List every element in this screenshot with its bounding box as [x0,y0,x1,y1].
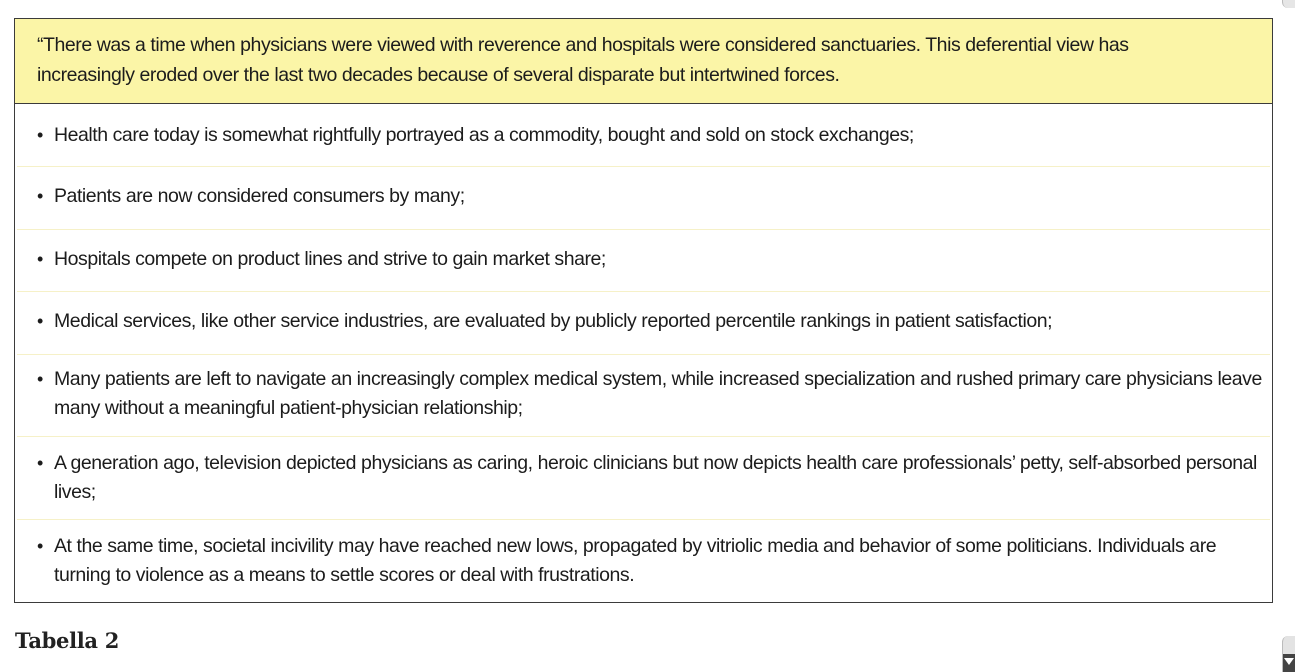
list-item [15,307,1272,336]
bullet-icon: • [37,369,43,389]
list-item-text: Hospitals compete on product lines and strive to gain market share; [54,248,606,270]
list-item-text: Health care today is somewhat rightfully portrayed as a commodity, bought and sold on stock exchanges; [54,124,914,146]
list-item [15,532,1272,590]
quote-header: “There was a time when physicians were viewed with reverence and hospitals were considered sanctuaries. This deferential view has increasingly eroded over the last two decades because of several disparate but intertwined forces. [15,19,1272,104]
list-item [15,449,1272,507]
bullet-icon: • [37,453,43,473]
row-divider [17,166,1270,167]
bullet-icon: • [37,311,43,331]
row-divider [17,519,1270,520]
table-caption: Tabella 2 [15,628,120,653]
bullet-icon: • [37,186,43,206]
bullet-icon: • [37,536,43,556]
bullet-icon: • [37,249,43,269]
scrollbar-top-cap[interactable] [1282,0,1295,8]
row-divider [17,354,1270,355]
row-divider [17,291,1270,292]
list-item [15,245,1272,274]
list-item-text: Many patients are left to navigate an increasingly complex medical system, while increased specialization and rushed primary care physicians leave many without a meaningful patient-physician relationship; [54,368,1262,419]
list-item [15,121,1272,150]
bullet-icon: • [37,125,43,145]
scrollbar-thumb[interactable] [1282,636,1295,654]
list-item [15,182,1272,211]
quote-table [14,18,1273,603]
list-item [15,365,1272,423]
chevron-down-icon [1284,658,1294,665]
list-item-text: At the same time, societal incivility may have reached new lows, propagated by vitriolic media and behavior of some politicians. Individuals are turning to violence as a means to settle scores or deal with frustrations. [54,535,1217,586]
row-divider [17,436,1270,437]
row-divider [17,229,1270,230]
list-item-text: Patients are now considered consumers by many; [54,185,465,207]
list-item-text: Medical services, like other service industries, are evaluated by publicly reported percentile rankings in patient satisfaction; [54,310,1053,332]
list-item-text: A generation ago, television depicted physicians as caring, heroic clinicians but now depicts health care professionals’ petty, self-absorbed personal lives; [54,452,1257,503]
